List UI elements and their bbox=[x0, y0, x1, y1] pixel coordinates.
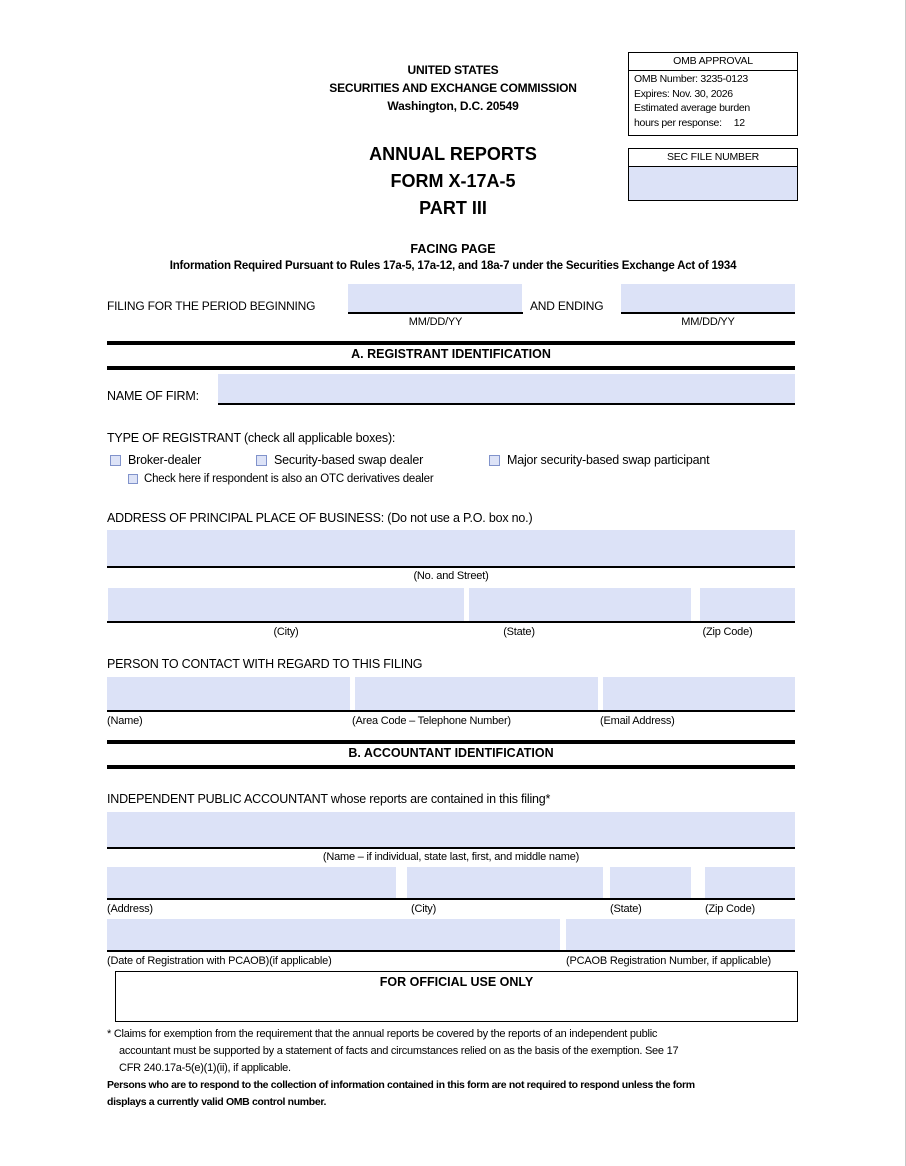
name-of-firm-underline bbox=[218, 403, 795, 405]
city-caption: (City) bbox=[273, 626, 299, 638]
period-ending-underline bbox=[621, 312, 795, 314]
omb-expires: Expires: Nov. 30, 2026 bbox=[634, 87, 733, 100]
accountant-state-input[interactable] bbox=[610, 867, 691, 898]
accountant-name-input[interactable] bbox=[107, 812, 795, 847]
filing-period-beginning-label: FILING FOR THE PERIOD BEGINNING bbox=[107, 299, 316, 313]
period-beginning-input[interactable] bbox=[348, 284, 522, 312]
omb-respond-note-line2: displays a currently valid OMB control number. bbox=[107, 1096, 327, 1108]
contact-email-caption: (Email Address) bbox=[600, 715, 675, 727]
accountant-address-input[interactable] bbox=[107, 867, 396, 898]
accountant-address-caption: (Address) bbox=[107, 903, 153, 915]
sec-file-number-title: SEC FILE NUMBER bbox=[629, 149, 797, 167]
state-input[interactable] bbox=[469, 588, 691, 621]
street-underline bbox=[107, 566, 795, 568]
city-state-zip-underline bbox=[107, 621, 795, 623]
omb-burden-line2: hours per response: 12 bbox=[634, 116, 745, 129]
form-title-annual-reports: ANNUAL REPORTS bbox=[369, 144, 537, 164]
omb-approval-title: OMB APPROVAL bbox=[629, 53, 797, 71]
checkbox-otc-derivatives-dealer[interactable] bbox=[128, 474, 138, 484]
checkbox-major-sb-swap-participant-label: Major security-based swap participant bbox=[507, 453, 710, 467]
period-beginning-underline bbox=[348, 312, 523, 314]
type-of-registrant-label: TYPE OF REGISTRANT (check all applicable boxes): bbox=[107, 431, 396, 445]
checkbox-broker-dealer[interactable] bbox=[110, 455, 121, 466]
filing-period-ending-label: AND ENDING bbox=[530, 299, 604, 313]
accountant-zip-input[interactable] bbox=[705, 867, 795, 898]
zip-input[interactable] bbox=[700, 588, 795, 621]
section-a-top-bar bbox=[107, 341, 795, 345]
accountant-label: INDEPENDENT PUBLIC ACCOUNTANT whose reports are contained in this filing* bbox=[107, 792, 551, 806]
contact-underline bbox=[107, 710, 795, 712]
zip-caption: (Zip Code) bbox=[702, 626, 753, 638]
form-title-part: PART III bbox=[419, 198, 487, 218]
section-b-bottom-bar bbox=[107, 765, 795, 769]
contact-email-input[interactable] bbox=[603, 677, 795, 710]
checkbox-broker-dealer-label: Broker-dealer bbox=[128, 453, 202, 467]
omb-number: OMB Number: 3235-0123 bbox=[634, 73, 748, 85]
exemption-note-line1: * Claims for exemption from the requirement that the annual reports be covered by the reports of an independent public bbox=[107, 1028, 658, 1040]
contact-name-caption: (Name) bbox=[107, 715, 143, 727]
agency-address: Washington, D.C. 20549 bbox=[387, 99, 519, 113]
checkbox-otc-derivatives-dealer-label: Check here if respondent is also an OTC derivatives dealer bbox=[144, 473, 434, 485]
accountant-city-caption: (City) bbox=[411, 903, 437, 915]
name-of-firm-input[interactable] bbox=[218, 374, 795, 403]
form-title-form-number: FORM X-17A-5 bbox=[390, 171, 516, 191]
pcaob-date-input[interactable] bbox=[107, 919, 560, 950]
sec-file-number-box bbox=[628, 148, 798, 201]
accountant-state-caption: (State) bbox=[610, 903, 642, 915]
accountant-address-underline bbox=[107, 898, 795, 900]
section-b-top-bar bbox=[107, 740, 795, 744]
checkbox-sb-swap-dealer[interactable] bbox=[256, 455, 267, 466]
accountant-name-caption: (Name – if individual, state last, first, and middle name) bbox=[322, 851, 580, 863]
exemption-note-line2: accountant must be supported by a statement of facts and circumstances relied on as the basis of the exemption. See 17 bbox=[119, 1045, 679, 1057]
contact-person-label: PERSON TO CONTACT WITH REGARD TO THIS FILING bbox=[107, 657, 423, 671]
accountant-name-underline bbox=[107, 847, 795, 849]
contact-name-input[interactable] bbox=[107, 677, 350, 710]
date-format-hint-ending: MM/DD/YY bbox=[681, 316, 735, 328]
city-input[interactable] bbox=[108, 588, 464, 621]
street-caption: (No. and Street) bbox=[413, 570, 489, 582]
state-caption: (State) bbox=[503, 626, 535, 638]
omb-respond-note-line1: Persons who are to respond to the collection of information contained in this form are not required to respond unless the form bbox=[107, 1079, 695, 1091]
agency-name-line1: UNITED STATES bbox=[407, 63, 499, 77]
date-format-hint-beginning: MM/DD/YY bbox=[408, 316, 463, 328]
section-a-title: A. REGISTRANT IDENTIFICATION bbox=[351, 347, 551, 361]
pcaob-number-input[interactable] bbox=[566, 919, 795, 950]
contact-phone-input[interactable] bbox=[355, 677, 598, 710]
checkbox-major-sb-swap-participant[interactable] bbox=[489, 455, 500, 466]
omb-burden-line1: Estimated average burden bbox=[634, 102, 750, 114]
official-use-title: FOR OFFICIAL USE ONLY bbox=[379, 975, 534, 989]
facing-page-subtitle: Information Required Pursuant to Rules 17a-5, 17a-12, and 18a-7 under the Securities Exchange Act of 1934 bbox=[169, 260, 737, 272]
name-of-firm-label: NAME OF FIRM: bbox=[107, 389, 199, 403]
street-input[interactable] bbox=[107, 530, 795, 566]
accountant-zip-caption: (Zip Code) bbox=[705, 903, 755, 915]
official-use-box bbox=[115, 971, 798, 1022]
pcaob-number-caption: (PCAOB Registration Number, if applicable) bbox=[566, 955, 771, 967]
exemption-note-line3: CFR 240.17a-5(e)(1)(ii), if applicable. bbox=[119, 1062, 291, 1074]
accountant-city-input[interactable] bbox=[407, 867, 603, 898]
checkbox-sb-swap-dealer-label: Security-based swap dealer bbox=[274, 453, 424, 467]
sec-file-number-input[interactable] bbox=[629, 167, 797, 200]
pcaob-date-caption: (Date of Registration with PCAOB)(if applicable) bbox=[107, 955, 332, 967]
address-of-business-label: ADDRESS OF PRINCIPAL PLACE OF BUSINESS: (Do not use a P.O. box no.) bbox=[107, 511, 533, 525]
contact-phone-caption: (Area Code – Telephone Number) bbox=[352, 715, 511, 727]
pcaob-underline bbox=[107, 950, 795, 952]
agency-name-line2: SECURITIES AND EXCHANGE COMMISSION bbox=[329, 81, 577, 95]
section-a-bottom-bar bbox=[107, 366, 795, 370]
section-b-title: B. ACCOUNTANT IDENTIFICATION bbox=[348, 746, 554, 760]
facing-page-title: FACING PAGE bbox=[410, 242, 496, 256]
period-ending-input[interactable] bbox=[621, 284, 795, 312]
omb-approval-box bbox=[628, 52, 798, 136]
omb-burden-hours: 12 bbox=[733, 116, 745, 129]
